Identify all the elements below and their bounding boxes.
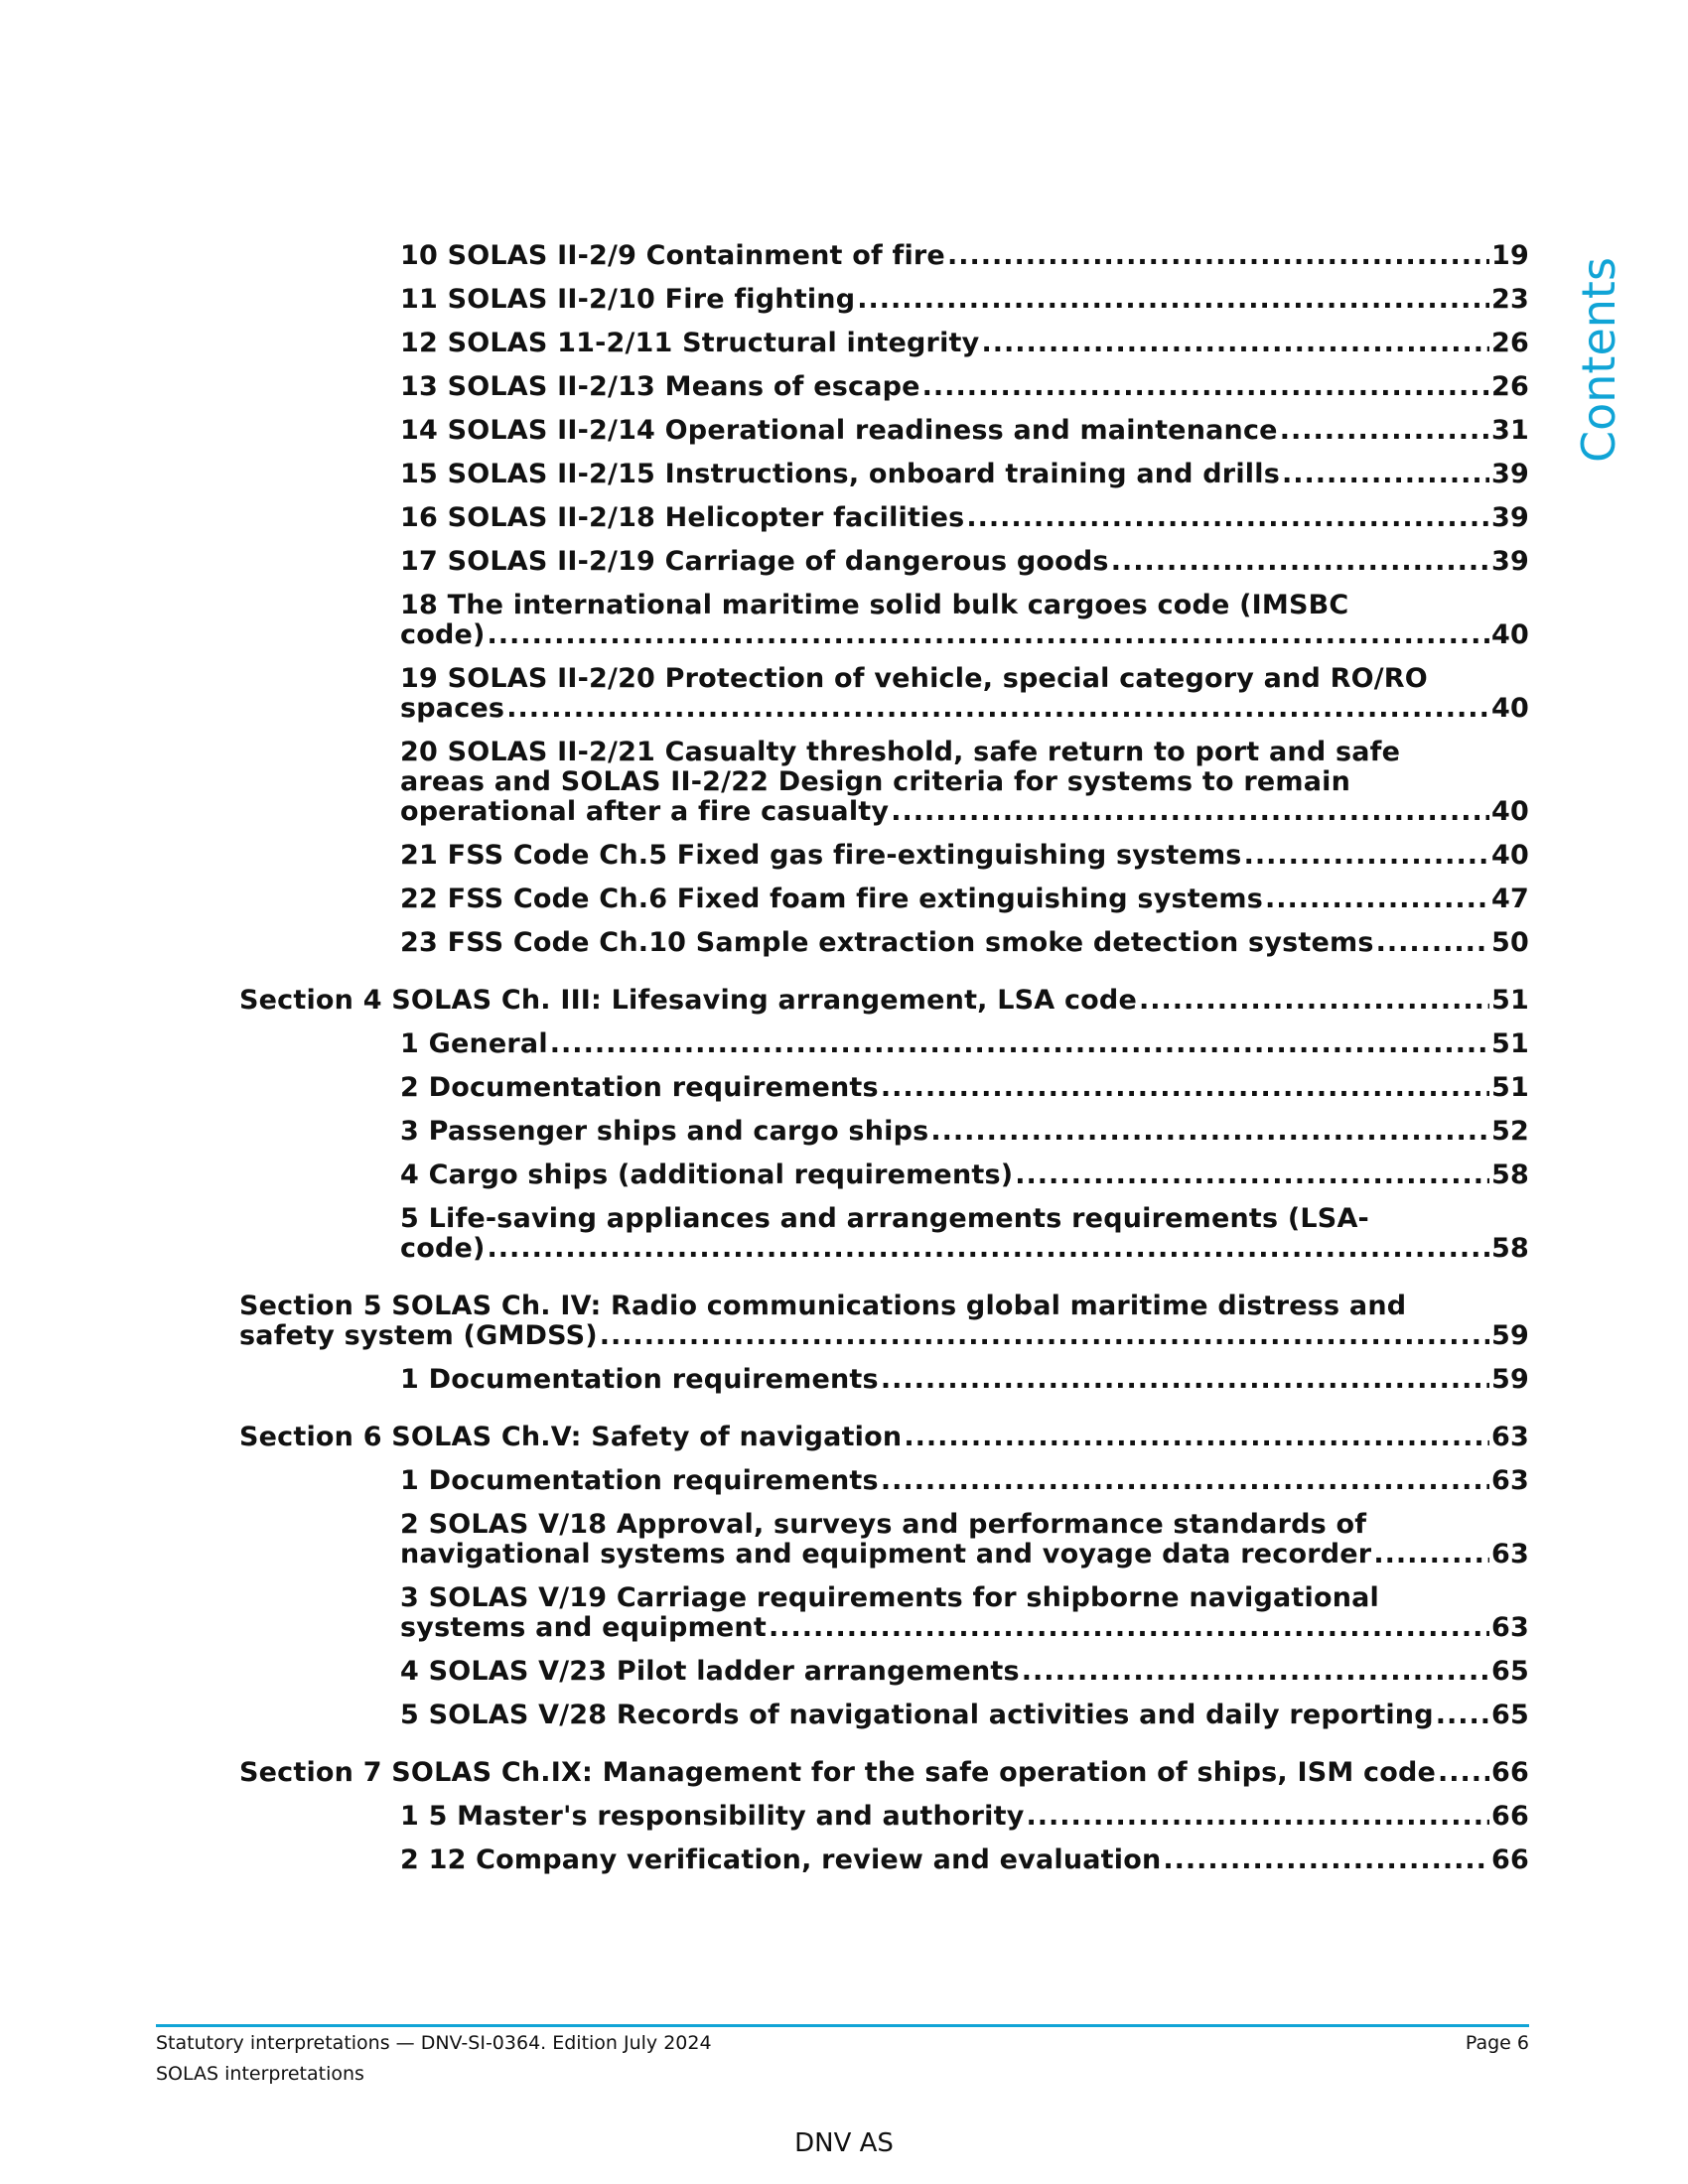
- toc-entry[interactable]: [239, 1117, 1529, 1147]
- toc-entry[interactable]: [239, 1204, 1529, 1264]
- toc-dot-leader: [881, 1466, 1489, 1496]
- toc-page-number: 66: [1491, 1757, 1529, 1788]
- toc-entry-line: [239, 1321, 1529, 1351]
- toc-entry-line: [400, 503, 1529, 533]
- toc-entry[interactable]: [239, 372, 1529, 402]
- toc-entry-title-line: 19 SOLAS II-2/20 Protection of vehicle, special category and RO/RO: [400, 663, 1428, 694]
- toc-entry-title-line: Section 5 SOLAS Ch. IV: Radio communications global maritime distress and: [239, 1291, 1407, 1321]
- toc-page-number: 26: [1491, 371, 1529, 402]
- toc-entry-title: 14 SOLAS II-2/14 Operational readiness and maintenance: [400, 415, 1278, 446]
- toc-entry-line: [400, 1845, 1529, 1875]
- toc-entry-title: 12 SOLAS 11-2/11 Structural integrity: [400, 328, 980, 358]
- toc-page-number: 51: [1491, 985, 1529, 1016]
- toc-dot-leader: [881, 1365, 1489, 1395]
- toc-entry-line: [400, 1029, 1529, 1059]
- toc-entry-line: [400, 285, 1529, 315]
- toc-entry-line: [400, 1365, 1529, 1395]
- toc-page-number: 40: [1491, 840, 1529, 871]
- toc-entry-title: 10 SOLAS II-2/9 Containment of fire: [400, 240, 945, 271]
- toc-entry-title: 5 SOLAS V/28 Records of navigational activities and daily reporting: [400, 1700, 1434, 1730]
- toc-dot-leader: [904, 1423, 1489, 1452]
- toc-dot-leader: [488, 620, 1489, 650]
- toc-entry[interactable]: [239, 841, 1529, 871]
- side-tab-contents: Contents: [1572, 257, 1625, 463]
- toc-page-number: 40: [1491, 619, 1529, 650]
- toc-entry-title: 2 Documentation requirements: [400, 1072, 879, 1103]
- footer-company: DNV AS: [794, 2128, 894, 2158]
- toc-dot-leader: [488, 1234, 1489, 1264]
- toc-entry-title: 4 Cargo ships (additional requirements): [400, 1160, 1014, 1190]
- toc-dot-leader: [1015, 1160, 1489, 1190]
- toc-dot-leader: [1244, 841, 1489, 871]
- toc-entry[interactable]: [239, 1845, 1529, 1875]
- toc-entry[interactable]: [239, 285, 1529, 315]
- toc-section-entry[interactable]: [239, 1758, 1529, 1788]
- toc-entry[interactable]: [239, 503, 1529, 533]
- toc-entry-title: 17 SOLAS II-2/19 Carriage of dangerous goods: [400, 546, 1109, 577]
- toc-dot-leader: [1163, 1845, 1489, 1875]
- toc-entry[interactable]: [239, 241, 1529, 271]
- toc-entry-title: 16 SOLAS II-2/18 Helicopter facilities: [400, 502, 965, 533]
- toc-entry-line: [400, 416, 1529, 446]
- toc-entry-line: [400, 1613, 1529, 1643]
- toc-dot-leader: [1438, 1758, 1489, 1788]
- toc-page-number: 51: [1491, 1028, 1529, 1059]
- toc-entry[interactable]: [239, 1160, 1529, 1190]
- toc-entry[interactable]: [239, 738, 1529, 827]
- toc-entry-line: [400, 1160, 1529, 1190]
- toc-entry[interactable]: [239, 329, 1529, 358]
- toc-entry-line: [400, 1073, 1529, 1103]
- toc-dot-leader: [930, 1117, 1489, 1147]
- toc-entry-line: [400, 797, 1529, 827]
- toc-dot-leader: [1139, 986, 1489, 1016]
- toc-page-number: 52: [1491, 1116, 1529, 1147]
- toc-entry-line: [400, 1657, 1529, 1687]
- toc-page-number: 63: [1491, 1612, 1529, 1643]
- toc-entry[interactable]: [239, 1701, 1529, 1730]
- toc-entry-line: [239, 1758, 1529, 1788]
- toc-section-entry[interactable]: [239, 986, 1529, 1016]
- toc-entry[interactable]: [239, 591, 1529, 650]
- toc-entry-title-line: areas and SOLAS II-2/22 Design criteria for systems to remain: [400, 766, 1351, 797]
- toc-entry-title: code): [400, 619, 486, 650]
- toc-entry-line: [400, 928, 1529, 958]
- toc-entry-title: 1 Documentation requirements: [400, 1465, 879, 1496]
- toc-entry-line: [400, 1234, 1529, 1264]
- toc-entry[interactable]: [239, 885, 1529, 914]
- toc-entry[interactable]: [239, 416, 1529, 446]
- toc-entry-title: safety system (GMDSS): [239, 1320, 598, 1351]
- toc-entry-title: 21 FSS Code Ch.5 Fixed gas fire-extinguishing systems: [400, 840, 1242, 871]
- toc-page-number: 65: [1491, 1656, 1529, 1687]
- toc-entry[interactable]: [239, 1365, 1529, 1395]
- toc-dot-leader: [1282, 460, 1489, 489]
- toc-entry-line: [400, 1117, 1529, 1147]
- toc-entry[interactable]: [239, 1029, 1529, 1059]
- toc-entry-title: navigational systems and equipment and voyage data recorder: [400, 1539, 1372, 1570]
- toc-page-number: 59: [1491, 1364, 1529, 1395]
- toc-page-number: 23: [1491, 284, 1529, 315]
- toc-page-number: 66: [1491, 1844, 1529, 1875]
- toc-page-number: 40: [1491, 693, 1529, 724]
- footer-document-title: Statutory interpretations — DNV-SI-0364. Edition July 2024: [156, 2032, 712, 2054]
- toc-entry-line: [400, 372, 1529, 402]
- toc-entry-title: code): [400, 1233, 486, 1264]
- toc-entry-title: 22 FSS Code Ch.6 Fixed foam fire extinguishing systems: [400, 884, 1263, 914]
- toc-page-number: 40: [1491, 796, 1529, 827]
- toc-entry-title: 1 Documentation requirements: [400, 1364, 879, 1395]
- toc-page-number: 63: [1491, 1465, 1529, 1496]
- toc-dot-leader: [600, 1321, 1489, 1351]
- toc-entry-line: [400, 329, 1529, 358]
- toc-page-number: 59: [1491, 1320, 1529, 1351]
- toc-dot-leader: [506, 694, 1489, 724]
- toc-dot-leader: [1436, 1701, 1489, 1730]
- toc-entry[interactable]: [239, 1657, 1529, 1687]
- footer-divider: [156, 2024, 1529, 2027]
- toc-page-number: 47: [1491, 884, 1529, 914]
- toc-entry-line: [400, 1466, 1529, 1496]
- toc-entry[interactable]: [239, 547, 1529, 577]
- toc-section-entry[interactable]: [239, 1292, 1529, 1351]
- toc-entry-title: 11 SOLAS II-2/10 Fire fighting: [400, 284, 856, 315]
- toc-page-number: 51: [1491, 1072, 1529, 1103]
- toc-entry-line: [400, 620, 1529, 650]
- toc-dot-leader: [881, 1073, 1489, 1103]
- toc-dot-leader: [1111, 547, 1489, 577]
- toc-entry-line: [400, 1802, 1529, 1832]
- toc-entry-title: Section 7 SOLAS Ch.IX: Management for the safe operation of ships, ISM code: [239, 1757, 1437, 1788]
- toc-entry-title-line: 18 The international maritime solid bulk cargoes code (IMSBC: [400, 590, 1349, 620]
- toc-entry[interactable]: [239, 1802, 1529, 1832]
- toc-dot-leader: [966, 503, 1489, 533]
- toc-dot-leader: [981, 329, 1489, 358]
- toc-section-entry[interactable]: [239, 1423, 1529, 1452]
- toc-entry[interactable]: [239, 460, 1529, 489]
- toc-dot-leader: [1265, 885, 1489, 914]
- toc-dot-leader: [891, 797, 1489, 827]
- toc-dot-leader: [769, 1613, 1489, 1643]
- toc-entry-title: Section 4 SOLAS Ch. III: Lifesaving arrangement, LSA code: [239, 985, 1137, 1016]
- footer-page-number: Page 6: [1465, 2032, 1529, 2054]
- toc-entry-line: [400, 694, 1529, 724]
- toc-page-number: 39: [1491, 546, 1529, 577]
- toc-page-number: 31: [1491, 415, 1529, 446]
- toc-page-number: 26: [1491, 328, 1529, 358]
- toc-entry-line: [400, 241, 1529, 271]
- toc-entry-title: 15 SOLAS II-2/15 Instructions, onboard training and drills: [400, 459, 1280, 489]
- toc-entry[interactable]: [239, 1510, 1529, 1570]
- toc-entry-line: [400, 460, 1529, 489]
- toc-entry-line: [400, 547, 1529, 577]
- toc-page-number: 65: [1491, 1700, 1529, 1730]
- toc-entry-title: 1 5 Master's responsibility and authority: [400, 1801, 1025, 1832]
- table-of-contents: [239, 241, 1529, 1889]
- toc-entry[interactable]: [239, 1583, 1529, 1643]
- toc-entry-title: 4 SOLAS V/23 Pilot ladder arrangements: [400, 1656, 1020, 1687]
- toc-entry-title: 13 SOLAS II-2/13 Means of escape: [400, 371, 920, 402]
- toc-page-number: 39: [1491, 502, 1529, 533]
- toc-dot-leader: [1280, 416, 1489, 446]
- toc-entry-line: [400, 885, 1529, 914]
- toc-page-number: 58: [1491, 1233, 1529, 1264]
- toc-entry-title-line: 20 SOLAS II-2/21 Casualty threshold, safe return to port and safe: [400, 737, 1401, 767]
- toc-entry-title-line: 3 SOLAS V/19 Carriage requirements for shipborne navigational: [400, 1582, 1380, 1613]
- toc-page-number: 50: [1491, 927, 1529, 958]
- toc-page-number: 58: [1491, 1160, 1529, 1190]
- toc-entry-title: Section 6 SOLAS Ch.V: Safety of navigation: [239, 1422, 903, 1452]
- toc-entry[interactable]: [239, 1466, 1529, 1496]
- toc-entry-title: 3 Passenger ships and cargo ships: [400, 1116, 929, 1147]
- toc-page-number: 63: [1491, 1422, 1529, 1452]
- toc-entry-line: [239, 1423, 1529, 1452]
- toc-page-number: 19: [1491, 240, 1529, 271]
- toc-entry-title-line: 2 SOLAS V/18 Approval, surveys and performance standards of: [400, 1509, 1367, 1540]
- toc-entry-title: spaces: [400, 693, 505, 724]
- toc-entry[interactable]: [239, 928, 1529, 958]
- toc-page-number: 63: [1491, 1539, 1529, 1570]
- toc-entry-title: systems and equipment: [400, 1612, 767, 1643]
- toc-entry-title: 2 12 Company verification, review and evaluation: [400, 1844, 1162, 1875]
- toc-page-number: 66: [1491, 1801, 1529, 1832]
- toc-dot-leader: [1373, 1540, 1489, 1570]
- toc-entry-title: 1 General: [400, 1028, 548, 1059]
- toc-entry-title: operational after a fire casualty: [400, 796, 890, 827]
- toc-entry[interactable]: [239, 1073, 1529, 1103]
- toc-dot-leader: [550, 1029, 1489, 1059]
- toc-entry-line: [400, 1540, 1529, 1570]
- toc-page-number: 39: [1491, 459, 1529, 489]
- toc-entry-line: [239, 986, 1529, 1016]
- toc-entry-title: 23 FSS Code Ch.10 Sample extraction smoke detection systems: [400, 927, 1374, 958]
- toc-entry-line: [400, 841, 1529, 871]
- toc-dot-leader: [1376, 928, 1489, 958]
- toc-dot-leader: [857, 285, 1489, 315]
- toc-entry-title-line: 5 Life-saving appliances and arrangements requirements (LSA-: [400, 1203, 1369, 1234]
- toc-entry-line: [400, 1701, 1529, 1730]
- toc-dot-leader: [1027, 1802, 1490, 1832]
- footer-subtitle: SOLAS interpretations: [156, 2063, 364, 2085]
- toc-dot-leader: [947, 241, 1489, 271]
- toc-dot-leader: [1022, 1657, 1489, 1687]
- toc-entry[interactable]: [239, 664, 1529, 724]
- toc-dot-leader: [922, 372, 1489, 402]
